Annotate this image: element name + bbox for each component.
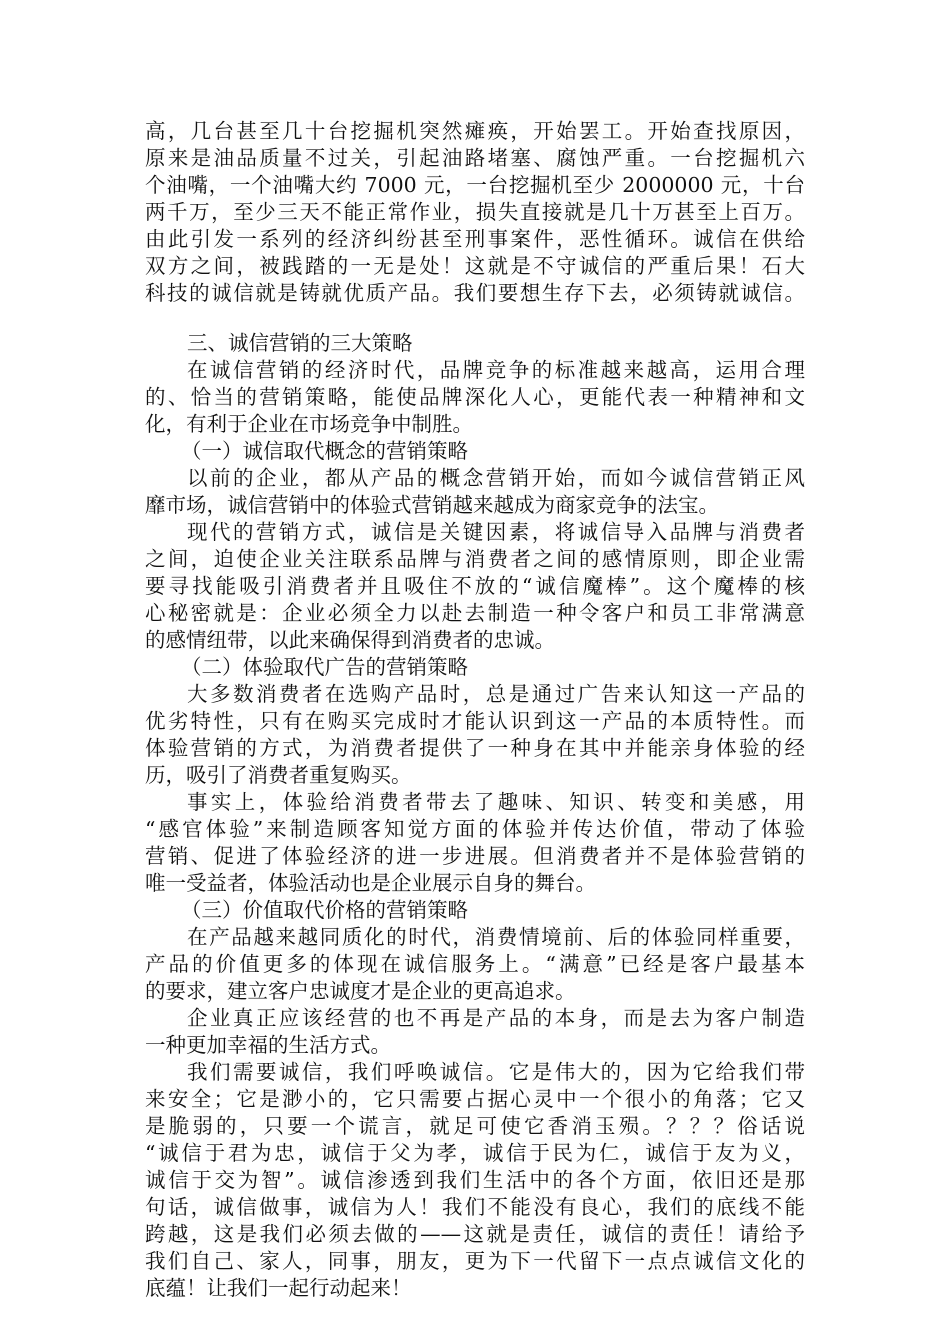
paragraph <box>145 357 805 438</box>
subsection-heading: （二）体验取代广告的营销策略 <box>181 655 468 679</box>
text-line: 两千万，至少三天不能正常作业，损失直接就是几十万甚至上百万。 <box>145 200 805 224</box>
text-line: 个油嘴，一个油嘴大约 7000 元，一台挖掘机至少 2000000 元，十台 <box>145 173 805 197</box>
text-line: 体验营销的方式，为消费者提供了一种身在其中并能亲身体验的经 <box>145 736 805 760</box>
text-line: 营销、促进了体验经济的进一步进展。但消费者并不是体验营销的 <box>145 844 805 868</box>
paragraph <box>145 789 805 897</box>
text-line: 科技的诚信就是铸就优质产品。我们要想生存下去，必须铸就诚信。 <box>145 281 805 305</box>
text-line: 现代的营销方式，诚信是关键因素，将诚信导入品牌与消费者 <box>187 520 805 544</box>
text-line: 高，几台甚至几十台挖掘机突然瘫痪，开始罢工。开始查找原因， <box>145 119 805 143</box>
text-line: 的感情纽带，以此来确保得到消费者的忠诚。 <box>145 628 555 652</box>
paragraph <box>145 1005 805 1059</box>
paragraph <box>145 681 805 789</box>
text-line: 的、恰当的营销策略，能使品牌深化人心，更能代表一种精神和文 <box>145 385 805 409</box>
subsection-heading: （三）价值取代价格的营销策略 <box>181 898 468 922</box>
paragraph <box>145 118 805 307</box>
text-line: 由此引发一系列的经济纠纷甚至刑事案件，恶性循环。诚信在供给 <box>145 227 805 251</box>
text-line: 跨越，这是我们必须去做的——这就是责任，诚信的责任！请给予 <box>145 1222 805 1246</box>
text-line: 优劣特性，只有在购买完成时才能认识到这一产品的本质特性。而 <box>145 709 805 733</box>
text-line: 化，有利于企业在市场竞争中制胜。 <box>145 412 473 436</box>
text-line: 一种更加幸福的生活方式。 <box>145 1033 391 1057</box>
text-line: “感官体验”来制造顾客知觉方面的体验并传达价值，带动了体验 <box>145 817 805 841</box>
text-line: 之间，迫使企业关注联系品牌与消费者之间的感情原则，即企业需 <box>145 547 805 571</box>
text-line: 事实上，体验给消费者带去了趣味、知识、转变和美感，用 <box>187 790 805 814</box>
paragraph <box>145 1059 805 1302</box>
text-line: 大多数消费者在选购产品时，总是通过广告来认知这一产品的 <box>187 682 805 706</box>
subsection-heading: （一）诚信取代概念的营销策略 <box>181 439 468 463</box>
text-line: 的要求，建立客户忠诚度才是企业的更高追求。 <box>145 979 576 1003</box>
text-line: 唯一受益者，体验活动也是企业展示自身的舞台。 <box>145 871 596 895</box>
text-line: 在产品越来越同质化的时代，消费情境前、后的体验同样重要， <box>187 925 805 949</box>
text-line: 要寻找能吸引消费者并且吸住不放的“诚信魔棒”。这个魔棒的核 <box>145 574 805 598</box>
paragraph <box>145 519 805 654</box>
text-line: 诚信于交为智”。诚信渗透到我们生活中的各个方面，依旧还是那 <box>145 1168 805 1192</box>
text-line: 双方之间，被践踏的一无是处！这就是不守诚信的严重后果！石大 <box>145 254 805 278</box>
paragraph <box>145 924 805 1005</box>
text-line: 产品的价值更多的体现在诚信服务上。“满意”已经是客户最基本 <box>145 952 805 976</box>
document-page <box>145 118 805 1302</box>
section-heading: 三、诚信营销的三大策略 <box>187 331 413 355</box>
text-line: 我们需要诚信，我们呼唤诚信。它是伟大的，因为它给我们带 <box>187 1060 805 1084</box>
text-line: 靡市场，诚信营销中的体验式营销越来越成为商家竞争的法宝。 <box>145 493 719 517</box>
text-line: 历，吸引了消费者重复购买。 <box>145 763 412 787</box>
text-line: “诚信于君为忠，诚信于父为孝，诚信于民为仁，诚信于友为义， <box>145 1141 805 1165</box>
text-line: 来安全；它是渺小的，它只需要占据心灵中一个很小的角落；它又 <box>145 1087 805 1111</box>
text-line: 企业真正应该经营的也不再是产品的本身，而是去为客户制造 <box>187 1006 805 1030</box>
paragraph <box>145 465 805 519</box>
paragraph-gap <box>145 307 805 330</box>
text-line: 心秘密就是：企业必须全力以赴去制造一种令客户和员工非常满意 <box>145 601 805 625</box>
text-line: 原来是油品质量不过关，引起油路堵塞、腐蚀严重。一台挖掘机六 <box>145 146 805 170</box>
text-line: 句话，诚信做事，诚信为人！我们不能没有良心，我们的底线不能 <box>145 1195 805 1219</box>
text-line: 在诚信营销的经济时代，品牌竞争的标准越来越高，运用合理 <box>187 358 805 382</box>
text-line: 以前的企业，都从产品的概念营销开始，而如今诚信营销正风 <box>187 466 805 490</box>
text-line: 是脆弱的，只要一个谎言，就足可使它香消玉殒。？？？俗话说 <box>145 1114 805 1138</box>
text-line: 我们自己、家人，同事，朋友，更为下一代留下一点点诚信文化的 <box>145 1249 805 1273</box>
text-line: 底蕴！让我们一起行动起来！ <box>145 1276 412 1300</box>
